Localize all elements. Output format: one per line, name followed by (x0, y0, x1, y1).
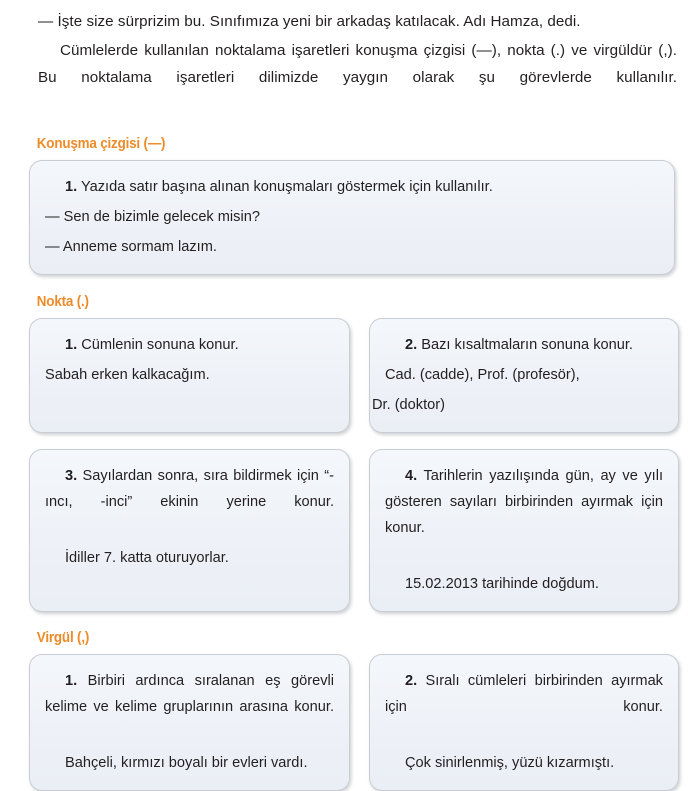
rule-line (45, 668, 334, 746)
rule-number: 1. (65, 179, 78, 195)
example-line: 15.02.2013 tarihinde doğdum. (405, 576, 599, 592)
rule-body: Tarihlerin yazılışında gün, ay ve yılı gösteren sayıları birbirinden ayırmak için konur. (385, 468, 663, 536)
box-row-virgul (0, 646, 699, 791)
rule-line (45, 174, 659, 200)
rule-box-konusma-1 (29, 160, 675, 275)
rule-number: 2. (405, 337, 418, 353)
rule-number: 1. (65, 673, 78, 689)
intro-paragraph: Cümlelerde kullanılan noktalama işaretleri konuşma çizgisi (—), nokta (.) ve virgüldür (,). Bu noktalama işaretleri dilimizde yaygın olarak şu görevlerde kullanılır. (38, 42, 677, 86)
example-line: Cad. (cadde), Prof. (profesör), (385, 367, 580, 383)
rule-line (385, 463, 663, 567)
section-heading-nokta: Nokta (.) (36, 294, 89, 310)
section-konusma-cizgisi (0, 118, 699, 275)
intro-block (0, 0, 699, 118)
box-row-konusma (0, 152, 699, 275)
rule-body: Bazı kısaltmaların sonuna konur. (421, 337, 633, 353)
rule-number: 2. (405, 673, 418, 689)
rule-line (45, 332, 334, 358)
section-heading-konusma-cizgisi: Konuşma çizgisi (—) (36, 136, 166, 152)
rule-number: 3. (65, 468, 78, 484)
rule-line (385, 668, 663, 746)
example-line: Bahçeli, kırmızı boyalı bir evleri vardı. (65, 755, 308, 771)
rule-line (385, 332, 663, 358)
section-heading-virgul: Virgül (,) (36, 630, 90, 646)
rule-line (45, 463, 334, 541)
rule-body: Cümlenin sonuna konur. (81, 337, 239, 353)
box-row-nokta-top (0, 310, 699, 433)
example-line: — Anneme sormam lazım. (45, 239, 217, 255)
rule-body: Sayılardan sonra, sıra bildirmek için “-ıncı, -inci” ekinin yerine konur. (45, 468, 334, 510)
rule-number: 1. (65, 337, 78, 353)
example-line: — Sen de bizimle gelecek misin? (45, 209, 260, 225)
rule-box-nokta-3 (29, 449, 350, 612)
rule-body: Yazıda satır başına alınan konuşmaları göstermek için kullanılır. (80, 179, 493, 195)
rule-box-virgul-2 (369, 654, 679, 791)
box-row-nokta-bottom (0, 433, 699, 612)
example-line: Sabah erken kalkacağım. (45, 367, 210, 383)
rule-number: 4. (405, 468, 418, 484)
example-line: İdiller 7. katta oturuyorlar. (65, 550, 229, 566)
rule-body: Birbiri ardınca sıralanan eş görevli kelime ve kelime gruplarının arasına konur. (45, 673, 334, 715)
rule-box-virgul-1 (29, 654, 350, 791)
rule-box-nokta-2 (369, 318, 679, 433)
example-line: Dr. (doktor) (372, 397, 445, 413)
rule-box-nokta-4 (369, 449, 679, 612)
intro-dialogue-line: — İşte size sürprizim bu. Sınıfımıza yeni bir arkadaş katılacak. Adı Hamza, dedi. (38, 13, 581, 30)
example-line: Çok sinirlenmiş, yüzü kızarmıştı. (405, 755, 615, 771)
rule-body: Sıralı cümleleri birbirinden ayırmak için konur. (385, 673, 663, 715)
section-nokta (0, 275, 699, 612)
rule-box-nokta-1 (29, 318, 350, 433)
